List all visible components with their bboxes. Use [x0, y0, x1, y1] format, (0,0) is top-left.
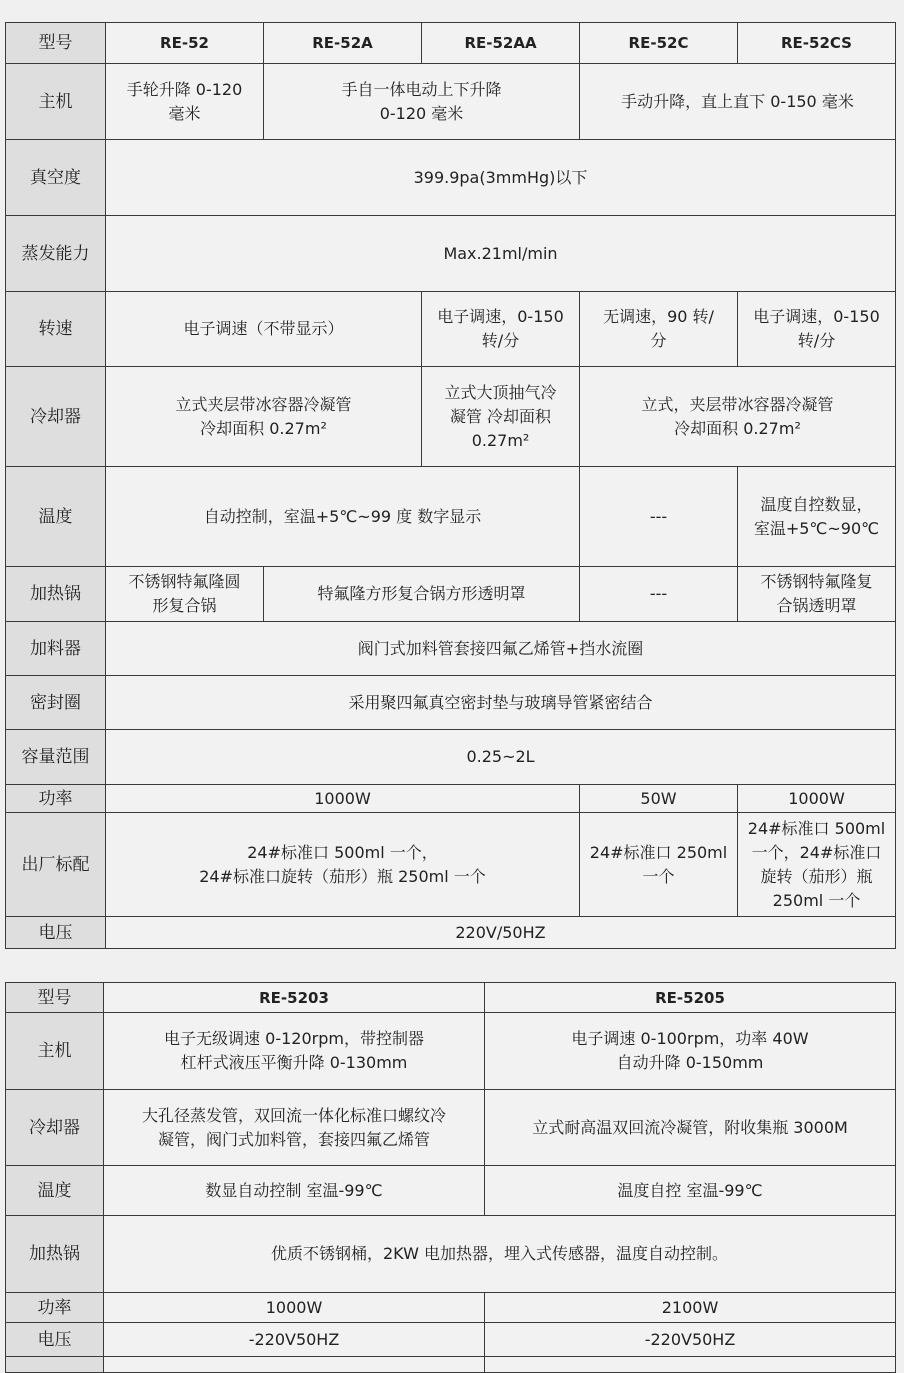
- table-row: [6, 1090, 896, 1166]
- table-cell: 手动升降，直上直下 0-150 毫米: [580, 64, 896, 140]
- table-cell: 立式夹层带冰容器冷凝管 冷却面积 0.27m²: [106, 367, 422, 467]
- table-cell: 温度自控数显， 室温+5℃~90℃: [738, 467, 896, 567]
- table-row: [6, 64, 896, 140]
- row-label: 主机: [6, 64, 106, 140]
- row-label: 冷却器: [6, 1090, 104, 1166]
- spec-table-re520x-series: [5, 982, 896, 1373]
- table-cell: 电子调速，0-150 转/分: [422, 292, 580, 367]
- table-cell: 无调速，90 转/ 分: [580, 292, 738, 367]
- table-cell: 大孔径蒸发管，双回流一体化标准口螺纹冷 凝管，阀门式加料管，套接四氟乙烯管: [104, 1090, 485, 1166]
- table-row: [6, 1013, 896, 1090]
- header-label: 型号: [6, 983, 104, 1013]
- spec-table-re52-series: [5, 22, 896, 949]
- model-header: RE-5205: [485, 983, 896, 1013]
- table-cell: 阀门式加料管套接四氟乙烯管+挡水流圈: [106, 622, 896, 676]
- row-label: 真空度: [6, 140, 106, 216]
- header-label: 型号: [6, 23, 106, 64]
- table-row: [6, 785, 896, 813]
- table-row: [6, 730, 896, 785]
- table-cell: 手轮升降 0-120 毫米: [106, 64, 264, 140]
- table-cell: 50W: [580, 785, 738, 813]
- table-cell: 优质不锈钢桶，2KW 电加热器，埋入式传感器，温度自动控制。: [104, 1216, 896, 1293]
- table-cell: 立式耐高温双回流冷凝管，附收集瓶 3000M: [485, 1090, 896, 1166]
- table-cell: ---: [580, 567, 738, 622]
- row-label: 出厂标配: [6, 813, 106, 917]
- row-label: 功率: [6, 1293, 104, 1323]
- table-cell: -220V50HZ: [485, 1323, 896, 1357]
- table-cell: 不锈钢特氟隆圆 形复合锅: [106, 567, 264, 622]
- row-label: 温度: [6, 1166, 104, 1216]
- table-cell: 立式，夹层带冰容器冷凝管 冷却面积 0.27m²: [580, 367, 896, 467]
- row-label: 温度: [6, 467, 106, 567]
- model-header: RE-52C: [580, 23, 738, 64]
- table-row: [6, 367, 896, 467]
- table-cell: 0.25~2L: [106, 730, 896, 785]
- row-label: 加热锅: [6, 1216, 104, 1293]
- model-header: RE-5203: [104, 983, 485, 1013]
- model-header: RE-52: [106, 23, 264, 64]
- model-header: RE-52CS: [738, 23, 896, 64]
- table-row: [6, 1166, 896, 1216]
- table-cell: 电子无级调速 0-120rpm，带控制器 杠杆式液压平衡升降 0-130mm: [104, 1013, 485, 1090]
- table-cell: 自动控制，室温+5℃~99 度 数字显示: [106, 467, 580, 567]
- row-label: 电压: [6, 917, 106, 949]
- table-cell: 1000W: [104, 1293, 485, 1323]
- table-row: [6, 292, 896, 367]
- table-cell: ---: [580, 467, 738, 567]
- row-label: 加热锅: [6, 567, 106, 622]
- table-cell: 24#标准口 250ml 一个: [580, 813, 738, 917]
- table-cell: 温度自控 室温-99℃: [485, 1166, 896, 1216]
- table-cell: 特氟隆方形复合锅方形透明罩: [264, 567, 580, 622]
- row-label: 转速: [6, 292, 106, 367]
- table-cell: 24#标准口 500ml 一个，24#标准口 旋转（茄形）瓶 250ml 一个: [738, 813, 896, 917]
- table-row: [6, 140, 896, 216]
- table-cell: -220V50HZ: [104, 1323, 485, 1357]
- table-cell: 电子调速（不带显示）: [106, 292, 422, 367]
- table-row: [6, 467, 896, 567]
- table-cell: 电子调速，0-150 转/分: [738, 292, 896, 367]
- table-cell: 采用聚四氟真空密封垫与玻璃导管紧密结合: [106, 676, 896, 730]
- row-label: 加料器: [6, 622, 106, 676]
- table-row: [6, 622, 896, 676]
- table-cell: 1000W: [738, 785, 896, 813]
- table-row: [6, 917, 896, 949]
- table-cell: 手自一体电动上下升降 0-120 毫米: [264, 64, 580, 140]
- table-cell: Max.21ml/min: [106, 216, 896, 292]
- table-row-partial: [6, 1357, 896, 1373]
- header-row: [6, 983, 896, 1013]
- empty-cell: [104, 1357, 485, 1373]
- row-label: 主机: [6, 1013, 104, 1090]
- table-cell: 电子调速 0-100rpm，功率 40W 自动升降 0-150mm: [485, 1013, 896, 1090]
- row-label: 功率: [6, 785, 106, 813]
- table-cell: 不锈钢特氟隆复 合锅透明罩: [738, 567, 896, 622]
- table-cell: 2100W: [485, 1293, 896, 1323]
- table-row: [6, 676, 896, 730]
- empty-cell: [6, 1357, 104, 1373]
- row-label: 蒸发能力: [6, 216, 106, 292]
- table-cell: 数显自动控制 室温-99℃: [104, 1166, 485, 1216]
- table-cell: 399.9pa(3mmHg)以下: [106, 140, 896, 216]
- table-row: [6, 567, 896, 622]
- table-row: [6, 1293, 896, 1323]
- table-cell: 24#标准口 500ml 一个， 24#标准口旋转（茄形）瓶 250ml 一个: [106, 813, 580, 917]
- row-label: 容量范围: [6, 730, 106, 785]
- table-cell: 220V/50HZ: [106, 917, 896, 949]
- model-header: RE-52A: [264, 23, 422, 64]
- table-row: [6, 216, 896, 292]
- empty-cell: [485, 1357, 896, 1373]
- table-cell: 立式大顶抽气冷 凝管 冷却面积 0.27m²: [422, 367, 580, 467]
- table-row: [6, 1323, 896, 1357]
- row-label: 密封圈: [6, 676, 106, 730]
- table-row: [6, 813, 896, 917]
- row-label: 冷却器: [6, 367, 106, 467]
- header-row: [6, 23, 896, 64]
- table-cell: 1000W: [106, 785, 580, 813]
- row-label: 电压: [6, 1323, 104, 1357]
- model-header: RE-52AA: [422, 23, 580, 64]
- table-row: [6, 1216, 896, 1293]
